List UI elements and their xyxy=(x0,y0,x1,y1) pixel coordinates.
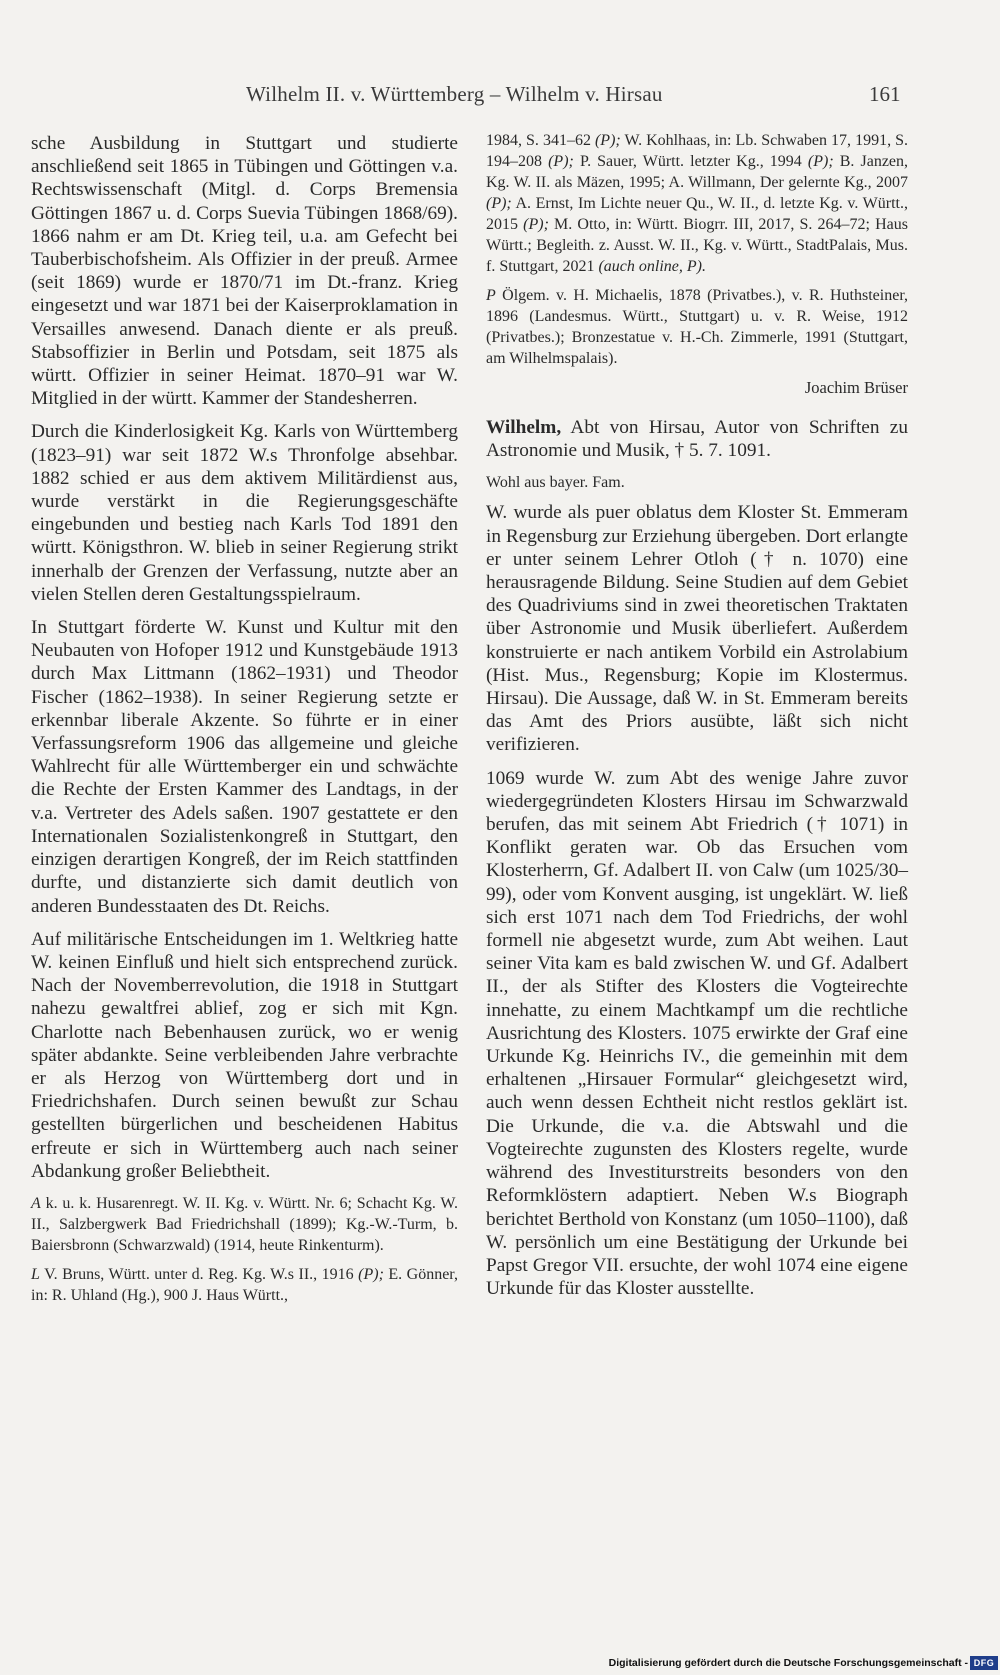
right-column xyxy=(486,132,908,1310)
section-marker: L xyxy=(31,1265,40,1283)
portrait-ref: (P); xyxy=(594,132,621,149)
paragraph: Durch die Kinderlosigkeit Kg. Karls von Württemberg (1823–91) war seit 1872 W.s Thronfolge absehbar. 1882 schied er aus dem aktivem Militärdienst aus, wurde verstärkt in die Regierungsgeschäfte eingebunden und bestieg nach Karls Tod 1891 den württ. Königsthron. W. blieb in seiner Regierung strikt innerhalb der Grenzen der Verfassung, nutzte aber an vielen Stellen deren Gestaltungsspielraum. xyxy=(31,421,458,605)
left-column xyxy=(31,132,458,1314)
portrait-ref: (P); xyxy=(358,1265,384,1283)
portrait-ref: (P); xyxy=(548,153,574,170)
section-marker: P xyxy=(486,287,496,304)
portrait-ref: (P); xyxy=(486,195,512,212)
literature-text: W. Kohlhaas, in: Lb. Schwaben 17, 1991, S. 194–208 xyxy=(486,132,908,170)
literature-text: A. Ernst, Im Lichte neuer Qu., W. II., d. letzte Kg. v. Württ., 2015 xyxy=(486,195,908,233)
running-header xyxy=(0,82,1000,112)
literature-text: B. Janzen, Kg. W. II. als Mäzen, 1995; A. Willmann, Der gelernte Kg., 2007 xyxy=(486,153,909,191)
digitization-footer xyxy=(0,1656,1000,1672)
portrait-ref: (auch online, P). xyxy=(598,258,706,275)
paragraph: sche Ausbildung in Stuttgart und studierte anschließend seit 1865 in Tübingen und Göttingen v.a. Rechtswissenschaft (Mitgl. d. Corps Bremensia Göttingen 1867 u. d. Corps Suevia Tübingen 1868/69). 1866 nahm er am Dt. Krieg teil, u.a. am Gefecht bei Tauberbischofsheim. Als Offizier in der preuß. Armee (seit 1869) wurde er 1870/71 im Dt.-franz. Krieg eingesetzt und war 1871 bei der Kaiserproklamation in Versailles anwesend. Danach diente er als preuß. Stabsoffizier in Berlin und Potsdam, seit 1875 als württ. Offizier in seiner Heimat. 1870–91 war W. Mitglied in der württ. Kammer der Standesherren. xyxy=(31,133,458,410)
literature-text: P. Sauer, Württ. letzter Kg., 1994 xyxy=(573,153,808,170)
literature-text: 1984, S. 341–62 xyxy=(486,132,595,149)
paragraph: W. wurde als puer oblatus dem Kloster St. Emmeram in Regensburg zur Erziehung übergeben. Dort erlangte er unter seinem Lehrer Otloh († n. 1070) eine herausragende Bildung. Seine Studien auf dem Gebiet des Quadriviums sind in zwei theoretischen Traktaten über Astronomie und Musik überliefert. Außerdem konstruierte er nach antikem Vorbild ein Astrolabium (Hist. Mus., Regensburg; Kopie im Klostermus. Hirsau). Die Aussage, daß W. in St. Emmeram bereits das Amt des Priors ausübte, läßt sich nicht verifizieren. xyxy=(486,502,908,756)
literature-text: E. Gönner, in: R. Uhland (Hg.), 900 J. Haus Württ., xyxy=(31,1265,458,1304)
works-text: k. u. k. Husarenregt. W. II. Kg. v. Württ. Nr. 6; Schacht Kg. W. II., Salzbergwerk Bad Friedrichshall (1899); Kg.-W.-Turm, b. Baiersbronn (Schwarzwald) (1914, heute Rinkenturm). xyxy=(31,1194,458,1254)
section-marker: A xyxy=(31,1194,41,1212)
origin-line: Wohl aus bayer. Fam. xyxy=(486,474,625,492)
running-title: Wilhelm II. v. Württemberg – Wilhelm v. Hirsau xyxy=(246,82,663,106)
paragraph: 1069 wurde W. zum Abt des wenige Jahre zuvor wiedergegründeten Klosters Hirsau im Schwarzwald berufen, das mit seinem Abt Friedrich († 1071) in Konflikt geraten war. Ob das Ersuchen vom Klosterherrn, Gf. Adalbert II. von Calw (um 1025/30–99), oder vom Konvent ausging, ist ungeklärt. W. ließ sich erst 1071 nach dem Tod Friedrichs, der wohl formell nie abgesetzt wurde, zum Abt weihen. Laut seiner Vita kam es bald zwischen W. und Gf. Adalbert II., der als Stifter des Klosters die Vogteirechte innehatte, zu einem Machtkampf um die rechtliche Ausrichtung des Klosters. 1075 erwirkte der Graf eine Urkunde Kg. Heinrichs IV., die gemeinhin mit dem erhaltenen „Hirsauer Formular“ gleichgesetzt wird, auch wenn dessen Echtheit nicht restlos geklärt ist. Die Urkunde, die v.a. die Abtswahl und die Vogteirechte zugunsten des Klosters regelte, wurde während des Investiturstreits besonders von den Reformklöstern adaptiert. Neben W.s Biograph berichtet Berthold von Konstanz (um 1050–1100), daß W. persönlich um eine Bestätigung der Urkunde bei Papst Gregor VII. ersuchte, der wohl 1074 eine eigene Urkunde für das Kloster ausstellte. xyxy=(486,767,908,1300)
portrait-ref: (P); xyxy=(807,153,834,170)
entry-heading xyxy=(486,416,908,462)
author-signature: Joachim Brüser xyxy=(804,378,908,397)
literature-continued xyxy=(486,130,908,277)
paragraph: In Stuttgart förderte W. Kunst und Kultur mit den Neubauten von Hofoper 1912 und Kunstgebäude 1913 durch Max Littmann (1862–1931) und Theodor Fischer (1862–1938). In seiner Regierung setzte er erkennbar liberale Akzente. So führte er in einer Verfassungsreform 1906 das allgemeine und gleiche Wahlrecht für alle Württemberger ein und schwächte die Rechte der Ersten Kammer des Landtags, in der v.a. Vertreter des Adels saßen. 1907 gestattete er den Internationalen Sozialistenkongreß in Stuttgart, den einzigen derartigen Kongreß, der im Reich stattfinden durfte, und distanzierte sich damit deutlich von anderen Bundesstaaten des Dt. Reichs. xyxy=(31,617,458,917)
entry-name: Wilhelm, xyxy=(486,417,562,438)
portraits-text: Ölgem. v. H. Michaelis, 1878 (Privatbes.), v. R. Huthsteiner, 1896 (Landesmus. Württ., Stuttgart) u. v. R. Weise, 1912 (Privatbes.); Bronzestatue v. H.-Ch. Zimmerle, 1991 (Stuttgart, am Wilhelmspalais). xyxy=(486,287,908,367)
portrait-ref: (P); xyxy=(523,216,549,233)
page-number: 161 xyxy=(869,82,901,106)
entry-description: Abt von Hirsau, Autor von Schriften zu Astronomie und Musik, † 5. 7. 1091. xyxy=(486,417,908,462)
literature-section xyxy=(31,1264,458,1306)
portraits-section xyxy=(486,285,908,369)
footer-text: Digitalisierung gefördert durch die Deutsche Forschungsgemeinschaft - xyxy=(608,1657,968,1669)
literature-text: V. Bruns, Württ. unter d. Reg. Kg. W.s II., 1916 xyxy=(39,1265,359,1283)
paragraph: Auf militärische Entscheidungen im 1. Weltkrieg hatte W. keinen Einfluß und hielt sich entsprechend zurück. Nach der Novemberrevolution, die 1918 in Stuttgart nahezu gewaltfrei ablief, zog er sich mit Kgn. Charlotte nach Bebenhausen zurück, wo er wenig später abdankte. Seine verbleibenden Jahre verbrachte er als Herzog von Württemberg dort und in Friedrichshafen. Durch seinen bewußt zur Schau gestellten bürgerlichen und bescheidenen Habitus erfreute er sich in Württemberg auch nach seiner Abdankung großer Beliebtheit. xyxy=(31,928,458,1182)
works-section xyxy=(31,1193,458,1256)
dfg-logo-icon: DFG xyxy=(970,1656,998,1670)
literature-text: M. Otto, in: Württ. Biogrr. III, 2017, S. 264–72; Haus Württ.; Begleith. z. Ausst. W. II., Kg. v. Württ., StadtPalais, Mus. f. Stuttgart, 2021 xyxy=(486,216,908,275)
